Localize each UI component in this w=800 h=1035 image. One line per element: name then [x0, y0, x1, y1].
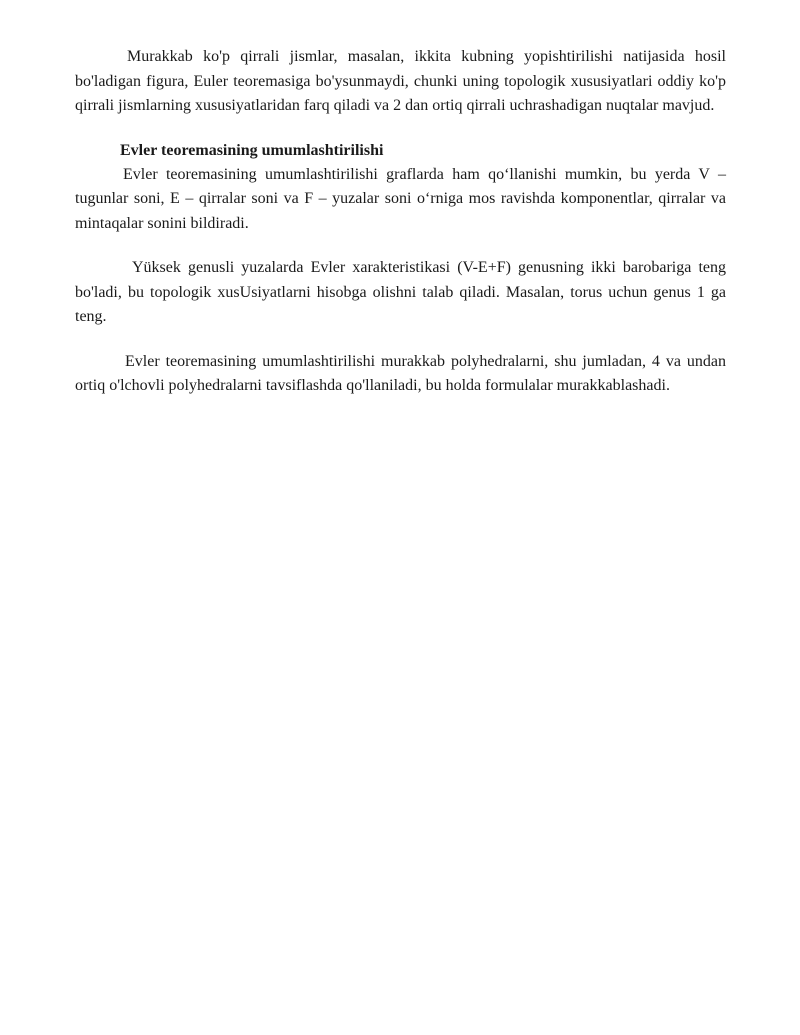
- section-heading: Evler teoremasining umumlashtirilishi: [120, 141, 384, 159]
- paragraph-higher-dimensions: Evler teoremasining umumlashtirilishi murakkab polyhedralarni, shu jumladan, 4 va undan ortiq o'lchovli polyhedralarni tavsiflashda qo'llaniladi, bu holda formulalar murakkablashadi.: [75, 352, 726, 394]
- paragraph-complex-polyhedra: Murakkab ko'p qirrali jismlar, masalan, ikkita kubning yopishtirilishi natijasida hosil bo'ladigan figura, Euler teoremasiga bo'ysunmaydi, chunki uning topologik xususiyatlari oddiy ko'p qirrali jismlarning xususiyatlaridan farq qiladi va 2 dan ortiq qirrali uchrashadigan nuqtalar mavjud.: [75, 48, 726, 114]
- paragraph-graph-generalization: Evler teoremasining umumlashtirilishi graflarda ham qo‘llanishi mumkin, bu yerda V – tugunlar soni, E – qirralar soni va F – yuzalar soni o‘rniga mos ravishda komponentlar, qirralar va mintaqalar sonini bildiradi.: [75, 165, 726, 232]
- document-body: [75, 45, 726, 399]
- paragraph-genus-surfaces: Yüksek genusli yuzalarda Evler xarakteristikasi (V-E+F) genusning ikki barobariga teng bo'ladi, bu topologik xusUsiyatlarni hisobga olishni talab qiladi. Masalan, torus uchun genus 1 ga teng.: [75, 259, 726, 325]
